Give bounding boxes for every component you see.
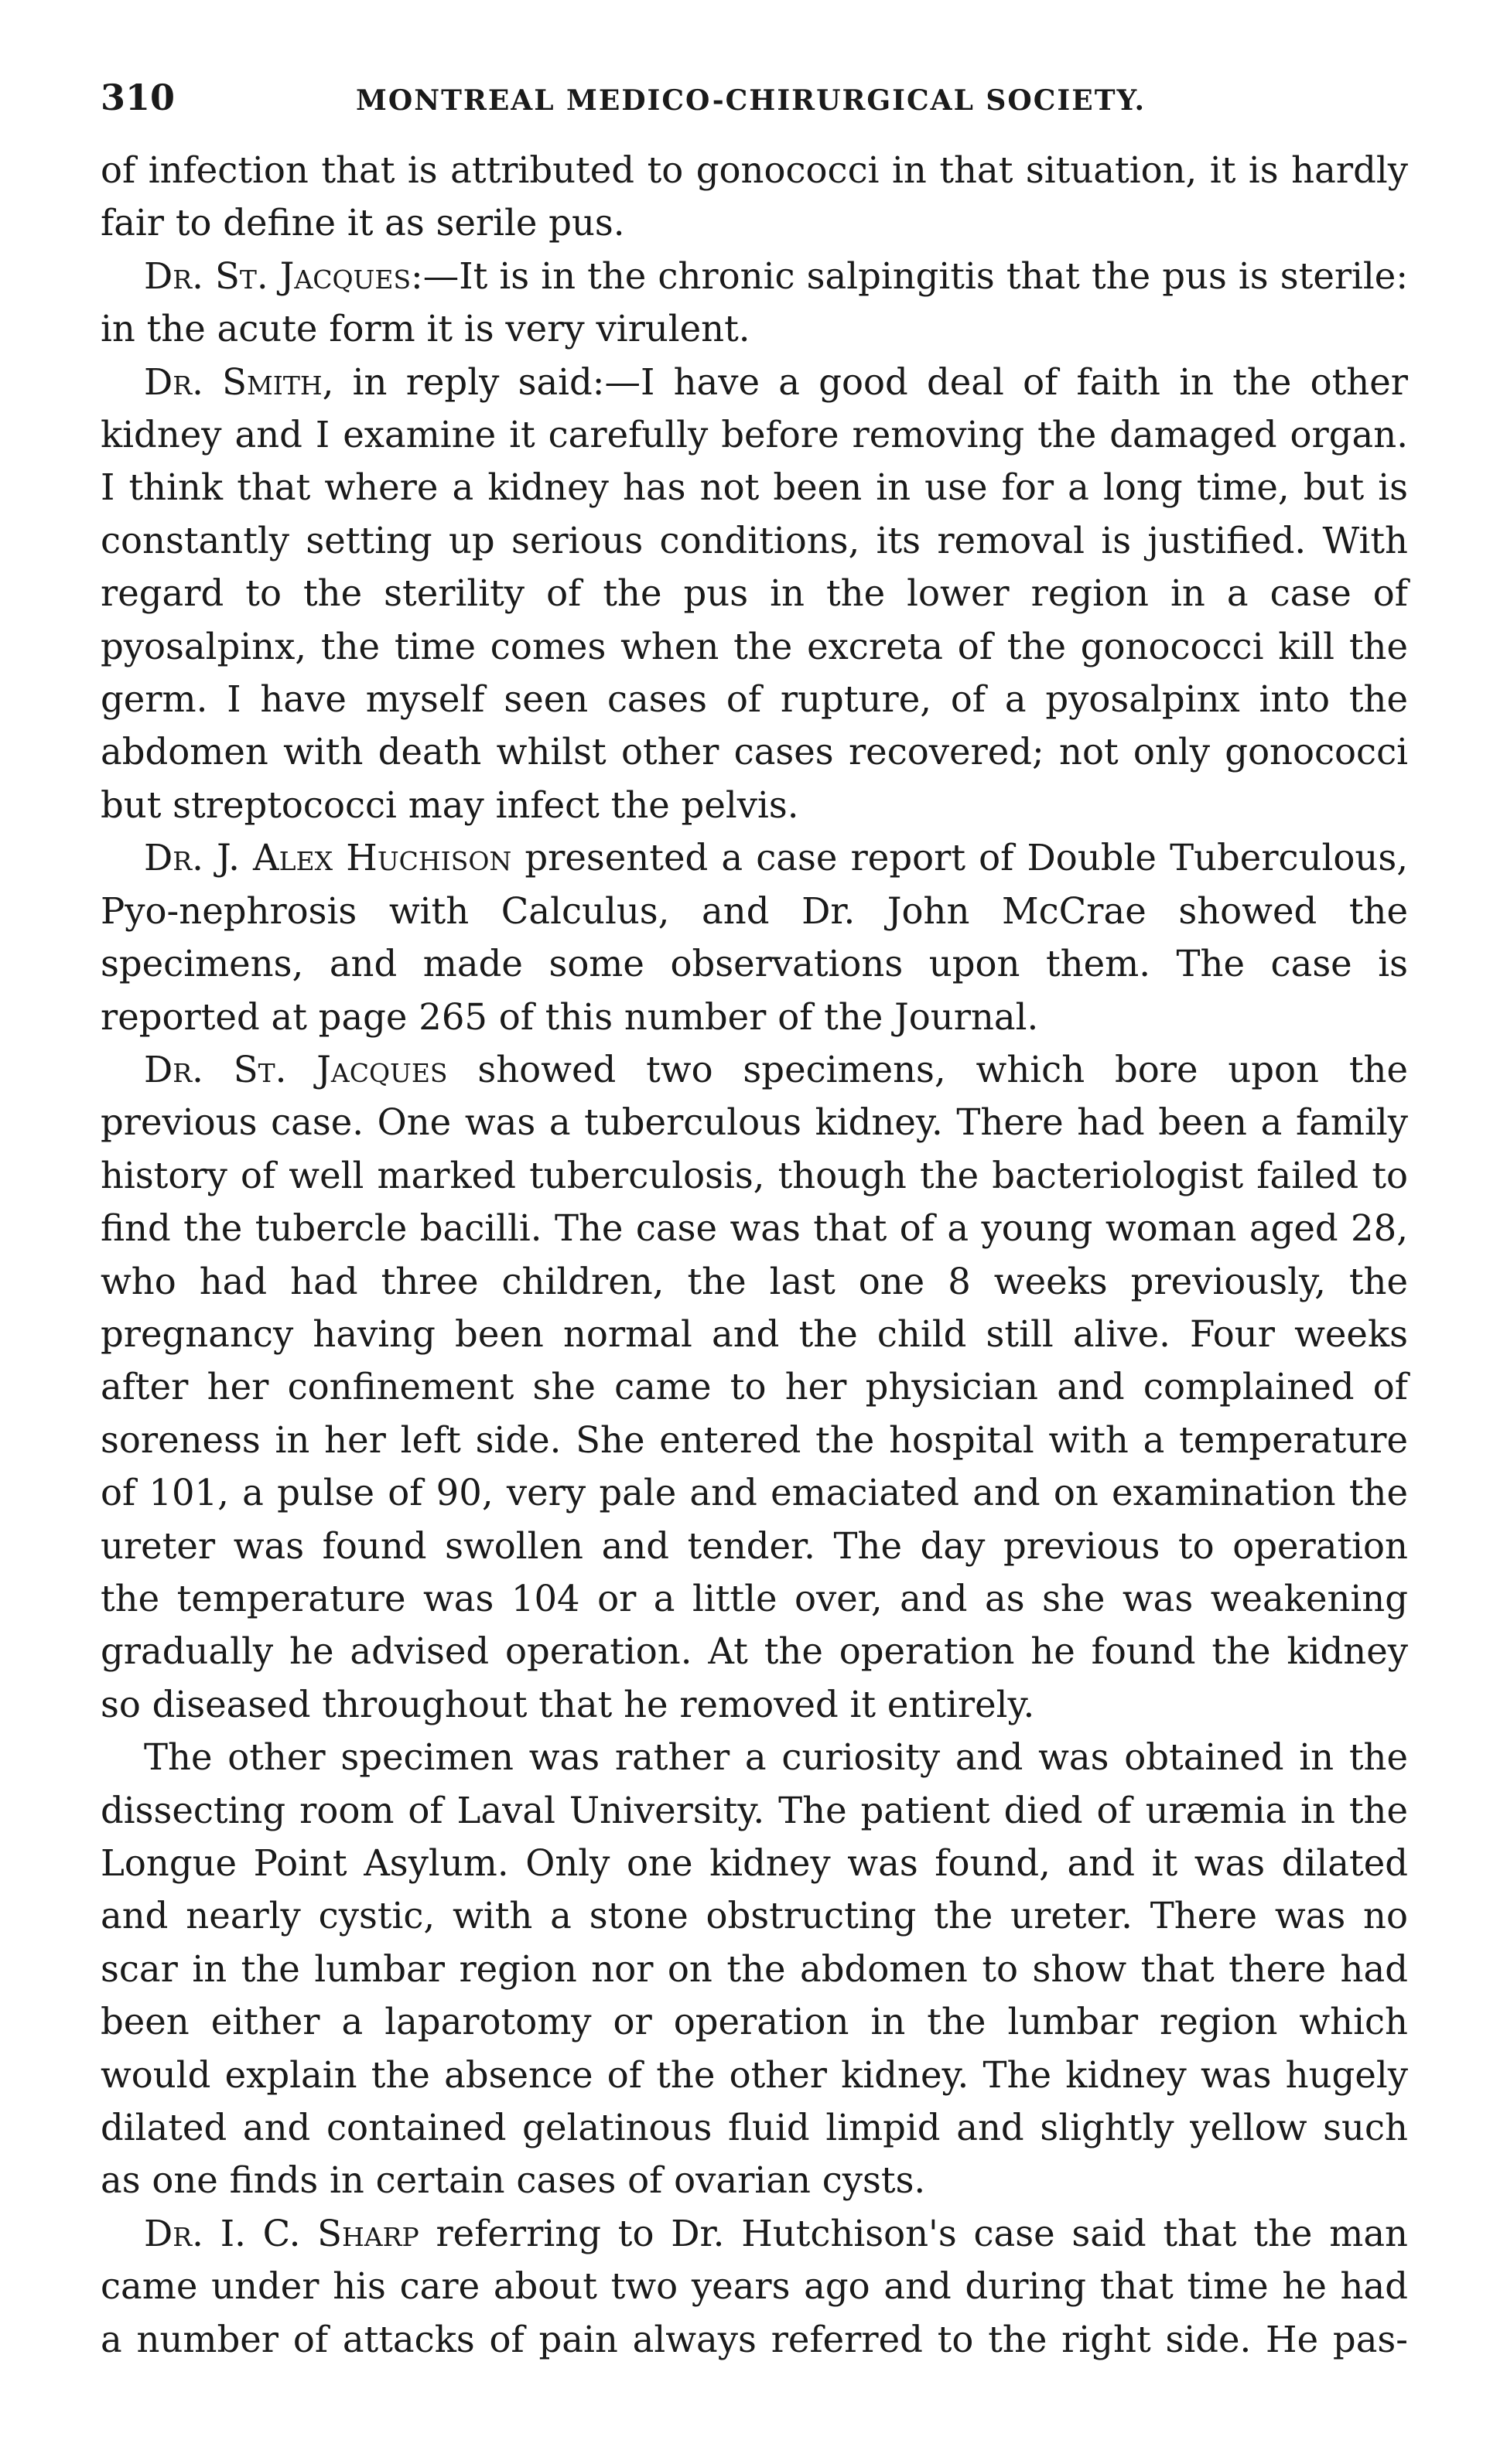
paragraph-text: showed two specimens, which bore upon the previous case. One was a tuberculous kidney. There had been a family history of well marked tuberculosis, though the bacteriologist failed to find the tubercle bacilli. The case was that of a young woman aged 28, who had had three children, the last one 8 weeks previously, the pregnancy having been normal and the child still alive. Four weeks after her confinement she came to her physician and complained of soreness in her left side. She entered the hospital with a temperature of 101, a pulse of 90, very pale and emaciated and on examination the ureter was found swollen and tender. The day previous to operation the temperature was 104 or a little over, and as she was weakening gradually he advised operation. At the operation he found the kidney so diseased throughout that he removed it entirely. bbox=[101, 1048, 1408, 1725]
document-page bbox=[101, 74, 1408, 2366]
running-title: MONTREAL MEDICO-CHIRURGICAL SOCIETY. bbox=[356, 84, 1146, 117]
paragraph-st-jacques-reply bbox=[101, 250, 1408, 356]
paragraph-huchison-presentation bbox=[101, 831, 1408, 1043]
speaker-name: Dr. St. Jacques: bbox=[144, 254, 423, 297]
paragraph-continuation bbox=[101, 144, 1408, 250]
speaker-name: Dr. Smith, bbox=[144, 360, 334, 403]
running-header bbox=[101, 74, 1408, 139]
speaker-name: Dr. J. Alex Huchison bbox=[144, 837, 512, 879]
paragraph-st-jacques-specimens bbox=[101, 1043, 1408, 1731]
paragraph-text: in reply said:—I have a good deal of faith in the other kidney and I examine it carefully before removing the damaged organ. I think that where a kidney has not been in use for a long time, but is constantly setting up serious conditions, its removal is justified. With regard to the sterility of the pus in the lower region in a case of pyosalpinx, the time comes when the excreta of the gonococci kill the germ. I have myself seen cases of rupture, of a pyosalpinx into the abdomen with death whilst other cases recovered; not only gonococci but streptococci may infect the pelvis. bbox=[101, 360, 1409, 826]
page-number: 310 bbox=[101, 77, 176, 118]
speaker-name: Dr. St. Jacques bbox=[144, 1048, 448, 1090]
paragraph-text: The other specimen was rather a curiosity and was obtained in the dissecting room of Laval University. The patient died of uræmia in the Longue Point Asylum. Only one kidney was found, and it was dilated and nearly cystic, with a stone obstructing the ureter. There was no scar in the lumbar region nor on the abdomen to show that there had been either a laparotomy or operation in the lumbar region which would explain the absence of the other kidney. The kidney was hugely dilated and contained gelatinous fluid limpid and slightly yellow such as one finds in certain cases of ovarian cysts. bbox=[101, 1736, 1408, 2202]
paragraph-text: referring to Dr. Hutchison's case said that the man came under his care about two years ago and during that time he had a number of attacks of pain always referred to the right side. He pas- bbox=[101, 2212, 1408, 2360]
paragraph-other-specimen bbox=[101, 1731, 1408, 2207]
paragraph-text: —It is in the chronic salpingitis that the pus is sterile: in the acute form it is very virulent. bbox=[101, 254, 1408, 350]
paragraph-text: of infection that is attributed to gonococci in that situation, it is hardly fair to define it as serile pus. bbox=[101, 149, 1408, 244]
speaker-name: Dr. I. C. Sharp bbox=[144, 2212, 419, 2254]
paragraph-smith-reply bbox=[101, 356, 1408, 832]
paragraph-sharp-reply bbox=[101, 2207, 1408, 2366]
paragraph-text: presented a case report of Double Tuberculous, Pyo-nephrosis with Calculus, and Dr. John McCrae showed the specimens, and made some observations upon them. The case is reported at page 265 of this number of the Journal. bbox=[101, 837, 1408, 1038]
